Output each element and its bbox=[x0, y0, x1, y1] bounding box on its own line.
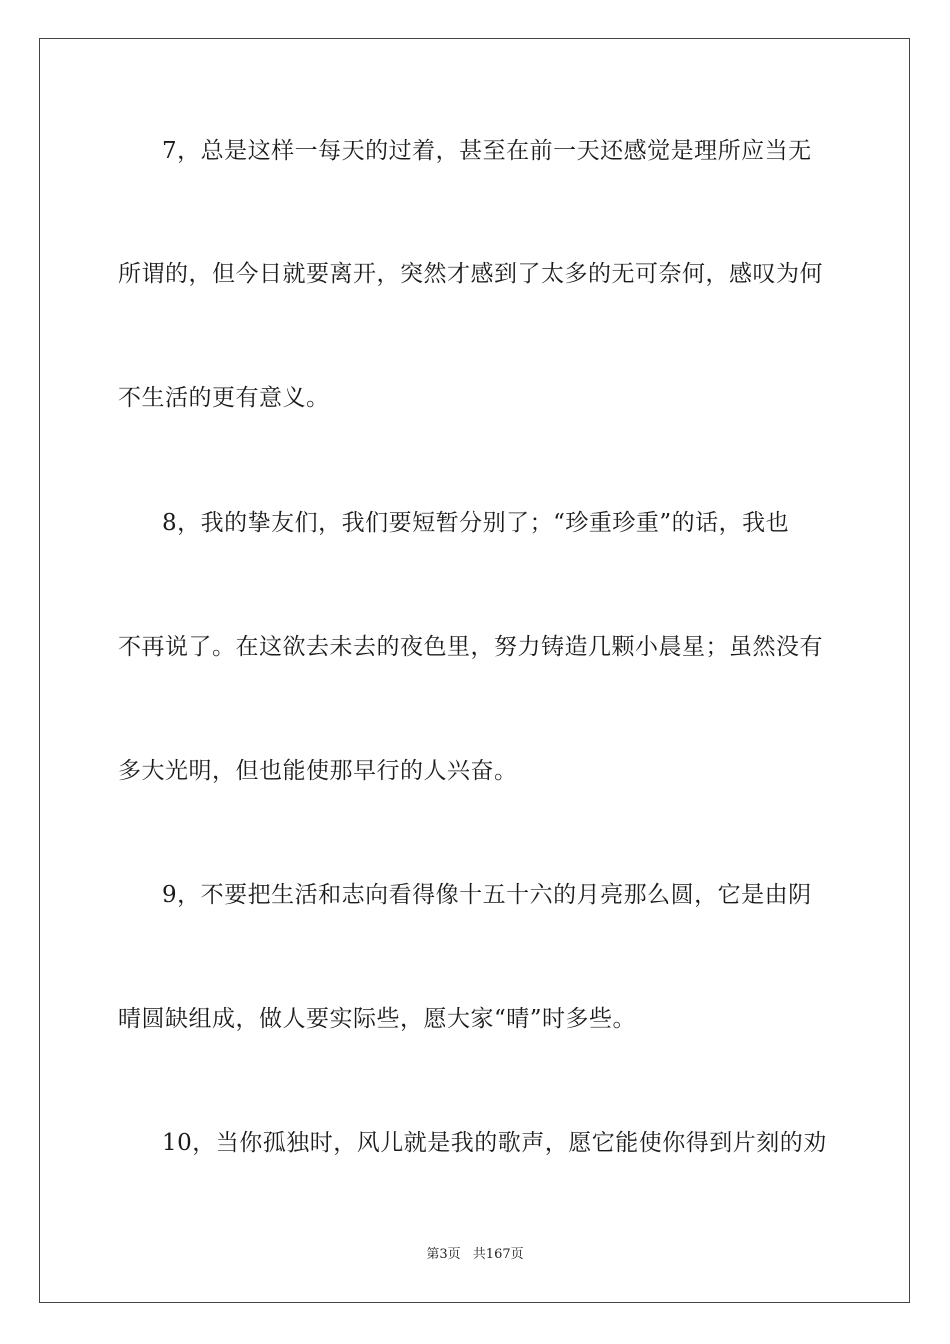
paragraph-7-line-2: 所谓的，但今日就要离开，突然才感到了太多的无可奈何，感叹为何 bbox=[118, 261, 823, 287]
page-footer bbox=[0, 1246, 950, 1264]
paragraph-9-line-2: 晴圆缺组成，做人要实际些，愿大家“晴”时多些。 bbox=[118, 1006, 637, 1032]
paragraph-7-line-3: 不生活的更有意义。 bbox=[118, 385, 330, 411]
paragraph-8-line-3: 多大光明，但也能使那早行的人兴奋。 bbox=[118, 758, 518, 784]
paragraph-7-line-1: 7，总是这样一每天的过着，甚至在前一天还感觉是理所应当无 bbox=[162, 138, 812, 164]
current-page-label: 第3页 bbox=[426, 1247, 461, 1262]
paragraph-9-line-1: 9，不要把生活和志向看得像十五十六的月亮那么圆，它是由阴 bbox=[162, 882, 812, 908]
paragraph-8-line-1: 8，我的挚友们，我们要短暂分别了；“珍重珍重”的话，我也 bbox=[162, 510, 790, 536]
paragraph-10-line-1: 10，当你孤独时，风儿就是我的歌声，愿它能使你得到片刻的劝 bbox=[162, 1130, 827, 1156]
page-border bbox=[39, 38, 910, 1303]
paragraph-8-line-2: 不再说了。在这欲去未去的夜色里，努力铸造几颗小晨星；虽然没有 bbox=[118, 634, 823, 660]
total-pages-label: 共167页 bbox=[472, 1247, 524, 1262]
